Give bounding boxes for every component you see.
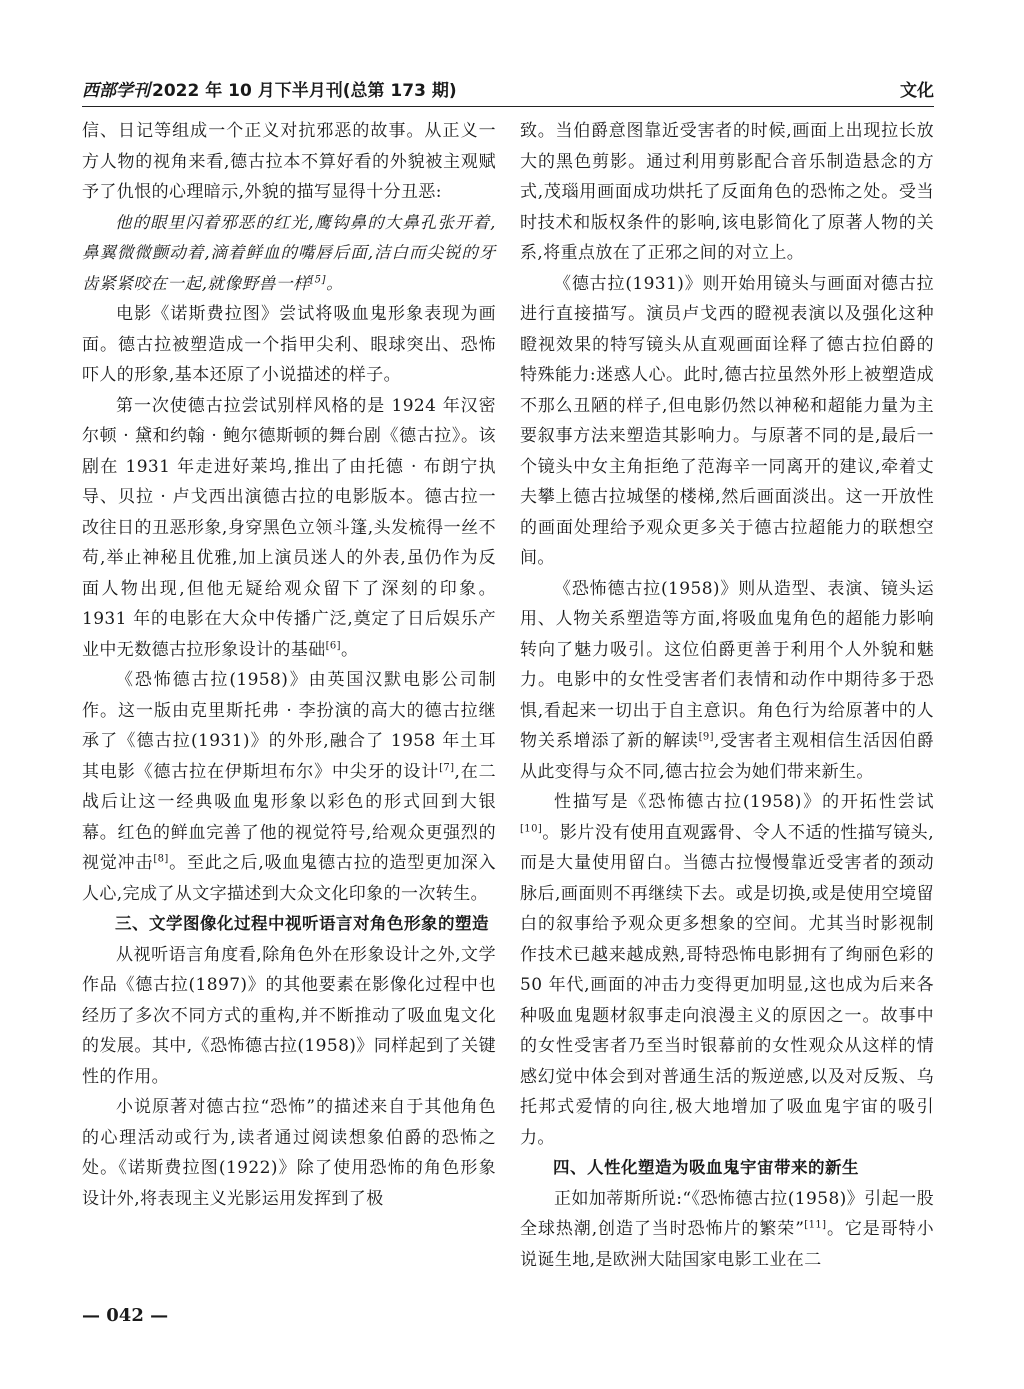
paragraph bbox=[520, 574, 934, 788]
paragraph: 信、日记等组成一个正义对抗邪恶的故事。从正义一方人物的视角来看,德古拉本不算好看的外貌被主观赋予了仇恨的心理暗示,外貌的描写显得十分丑恶: bbox=[82, 121, 496, 202]
journal-logo: 西部学刊 bbox=[82, 81, 150, 101]
paragraph-text: 《恐怖德古拉(1958)》则从造型、表演、镜头运用、人物关系塑造等方面,将吸血鬼角色的超能力影响转向了魅力吸引。这位伯爵更善于利用个人外貌和魅力。电影中的女性受害者们表情和动作中期待多于恐惧,看起来一切出于自主意识。角色行为给原著中的人物关系增添了新的解读 bbox=[520, 578, 934, 751]
citation-ref: [5] bbox=[310, 274, 327, 285]
paragraph-text: 。至此之后,吸血鬼德古拉的造型更加深入人心,完成了从文字描述到大众文化印象的一次转生。 bbox=[82, 853, 496, 904]
paragraph-end: 。 bbox=[340, 639, 359, 660]
paragraph bbox=[82, 391, 496, 666]
paragraph-text: 。影片没有使用直观露骨、令人不适的性描写镜头,而是大量使用留白。当德古拉慢慢靠近受害者的颈动脉后,画面则不再继续下去。或是切换,或是使用空境留白的叙事给予观众更多想象的空间。尤其当时影视制作技术已越来越成熟,哥特恐怖电影拥有了绚丽色彩的 50 年代,画面的冲击力变得更加明显,这也成为后来各种吸血鬼题材叙事走向浪漫主义的原因之一。故事中的女性受害者乃至当时银幕前的女性观众从这样的情感幻觉中体会到对普通生活的叛逆感,以及对反叛、乌托邦式爱情的向往,极大地增加了吸血鬼宇宙的吸引力。 bbox=[520, 822, 934, 1148]
header-journal-info bbox=[82, 76, 457, 101]
issue-label: 2022 年 10 月下半月刊(总第 173 期) bbox=[152, 81, 457, 101]
section-heading: 四、人性化塑造为吸血鬼宇宙带来的新生 bbox=[553, 1158, 859, 1177]
block-quote bbox=[82, 208, 496, 300]
paragraph: 电影《诺斯费拉图》尝试将吸血鬼形象表现为画面。德古拉被塑造成一个指甲尖利、眼球突出、恐怖吓人的形象,基本还原了小说描述的样子。 bbox=[82, 304, 496, 385]
paragraph: 从视听语言角度看,除角色外在形象设计之外,文学作品《德古拉(1897)》的其他要素在影像化过程中也经历了多次不同方式的重构,并不断推动了吸血鬼文化的发展。其中,《恐怖德古拉(1958)》同样起到了关键性的作用。 bbox=[82, 944, 496, 1087]
quote-text: 他的眼里闪着邪恶的红光,鹰钩鼻的大鼻孔张开着,鼻翼微微颤动着,滴着鲜血的嘴唇后面,洁白而尖锐的牙齿紧紧咬在一起,就像野兽一样 bbox=[82, 212, 496, 293]
citation-ref: [9] bbox=[698, 731, 714, 743]
page-header bbox=[82, 72, 934, 107]
citation-ref: [10] bbox=[520, 822, 543, 834]
paragraph: 小说原著对德古拉“恐怖”的描述来自于其他角色的心理活动或行为,读者通过阅读想象伯爵的恐怖之处。《诺斯费拉图(1922)》除了使用恐怖的角色形象设计外,将表现主义光影运用发挥到了极 bbox=[82, 1097, 496, 1209]
paragraph-text: 正如加蒂斯所说:“《恐怖德古拉(1958)》引起一股全球热潮,创造了当时恐怖片的繁荣” bbox=[520, 1188, 934, 1239]
paragraph-text: ,受害者主观相信生活因伯爵从此变得与众不同,德古拉会为她们带来新生。 bbox=[520, 731, 935, 782]
section-heading: 三、文学图像化过程中视听语言对角色形象的塑造 bbox=[115, 914, 489, 933]
section-label: 文化 bbox=[900, 81, 934, 101]
right-column bbox=[520, 116, 934, 1275]
paragraph-text: 《恐怖德古拉(1958)》由英国汉默电影公司制作。这一版由克里斯托弗 · 李扮演的高大的德古拉继承了《德古拉(1931)》的外形,融合了 1958 年土耳其电影《德古拉在伊斯坦布尔》中尖牙的设计 bbox=[82, 670, 496, 782]
citation-ref: [11] bbox=[804, 1219, 827, 1231]
paragraph: 《德古拉(1931)》则开始用镜头与画面对德古拉进行直接描写。演员卢戈西的瞪视表演以及强化这种瞪视效果的特写镜头从直观画面诠释了德古拉伯爵的特殊能力:迷惑人心。此时,德古拉虽然外形上被塑造成不那么丑陋的样子,但电影仍然以神秘和超能力量为主要叙事方法来塑造其影响力。与原著不同的是,最后一个镜头中女主角拒绝了范海辛一同离开的建议,牵着丈夫攀上德古拉城堡的楼梯,然后画面淡出。这一开放性的画面处理给予观众更多关于德古拉超能力的联想空间。 bbox=[520, 273, 934, 568]
paragraph-text: 。它是哥特小说诞生地,是欧洲大陆国家电影工业在二 bbox=[520, 1219, 934, 1270]
page-number: — 042 — bbox=[82, 1305, 169, 1326]
paragraph bbox=[520, 787, 934, 1153]
left-column bbox=[82, 116, 496, 1214]
citation-ref: [8] bbox=[153, 853, 169, 865]
paragraph bbox=[82, 665, 496, 909]
paragraph-text: 性描写是《恐怖德古拉(1958)》的开拓性尝试 bbox=[554, 792, 934, 812]
citation-ref: [7] bbox=[439, 761, 455, 773]
paragraph-text: ,在二战后让这一经典吸血鬼形象以彩色的形式回到大银幕。红色的鲜血完善了他的视觉符号,给观众更强烈的视觉冲击 bbox=[82, 761, 496, 873]
quote-end: 。 bbox=[326, 273, 344, 293]
paragraph bbox=[520, 1184, 934, 1276]
paragraph: 致。当伯爵意图靠近受害者的时候,画面上出现拉长放大的黑色剪影。通过利用剪影配合音乐制造悬念的方式,茂瑙用画面成功烘托了反面角色的恐怖之处。受当时技术和版权条件的影响,该电影简化了原著人物的关系,将重点放在了正邪之间的对立上。 bbox=[520, 121, 934, 263]
citation-ref: [6] bbox=[325, 639, 341, 651]
paragraph-text: 第一次使德古拉尝试别样风格的是 1924 年汉密尔顿 · 黛和约翰 · 鲍尔德斯顿的舞台剧《德古拉》。该剧在 1931 年走进好莱坞,推出了由托德 · 布朗宁执导、贝拉 · 卢戈西出演德古拉的电影版本。德古拉一改往日的丑恶形象,身穿黑色立领斗篷,头发梳得一丝不苟,举止神秘且优雅,加上演员迷人的外表,虽仍作为反面人物出现,但他无疑给观众留下了深刻的印象。1931 年的电影在大众中传播广泛,奠定了日后娱乐产业中无数德古拉形象设计的基础 bbox=[82, 395, 496, 660]
